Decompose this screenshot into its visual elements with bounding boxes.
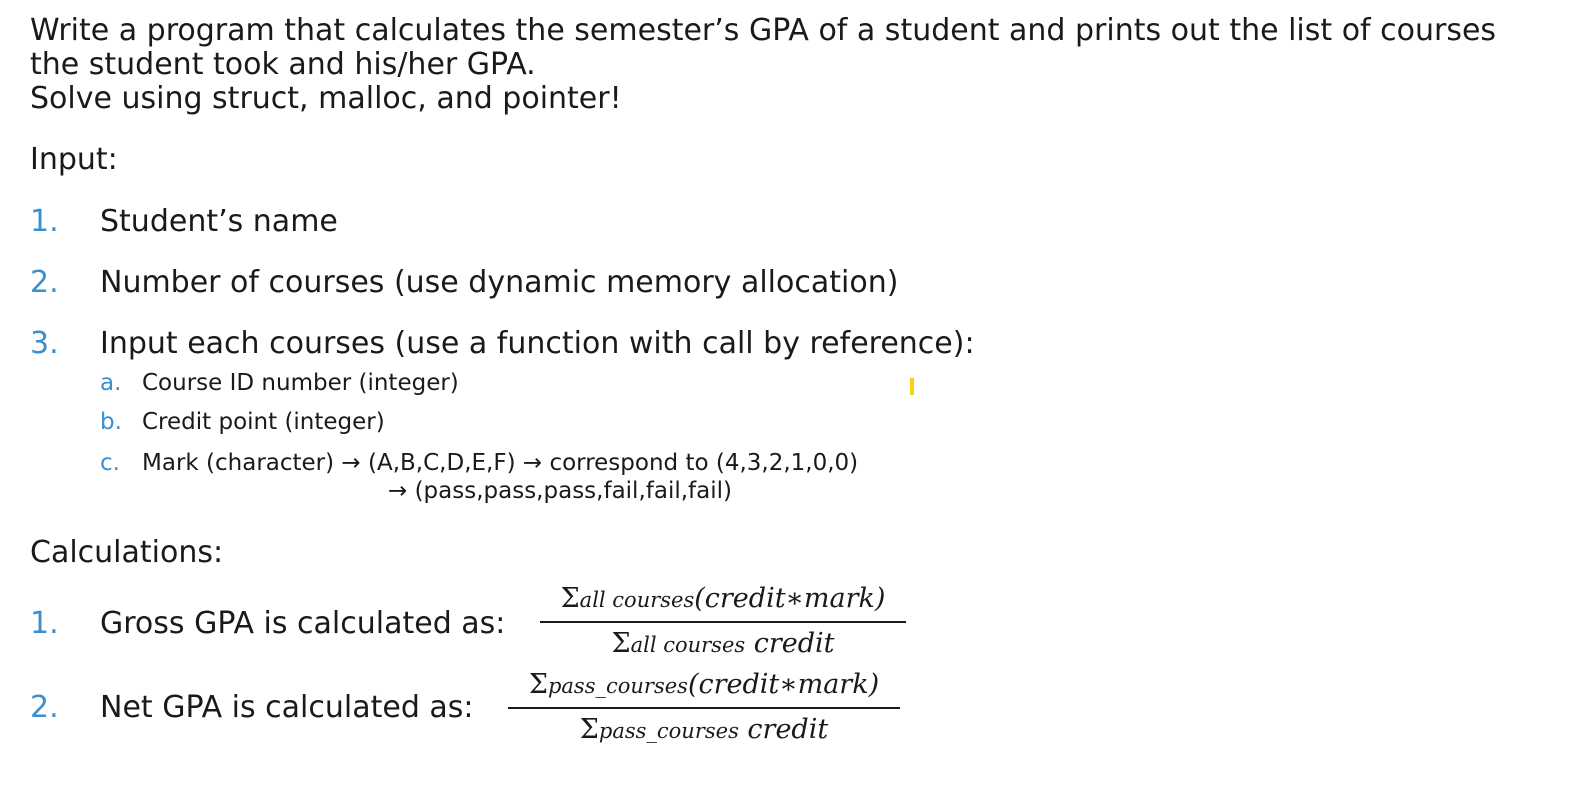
sigma-symbol: Σ <box>579 714 599 745</box>
net-gpa-formula <box>508 668 900 748</box>
intro-line-3: Solve using struct, malloc, and pointer! <box>30 81 622 116</box>
denominator-subscript: pass_courses <box>598 719 739 743</box>
intro-line-1: Write a program that calculates the semester’s GPA of a student and prints out the list of courses <box>30 13 1497 48</box>
text-cursor-marker <box>910 378 914 395</box>
sigma-symbol: Σ <box>560 583 580 614</box>
input-item-3-number: 3. <box>30 326 59 361</box>
denominator-expression: credit <box>745 628 835 659</box>
sigma-symbol: Σ <box>528 669 548 700</box>
numerator-expression: (credit∗mark) <box>694 583 886 614</box>
input-item-2-text: Number of courses (use dynamic memory allocation) <box>100 265 899 300</box>
numerator-subscript: pass_courses <box>547 674 688 698</box>
calculations-heading: Calculations: <box>30 535 224 570</box>
sub-item-b-letter: b. <box>100 409 122 435</box>
problem-statement <box>30 14 1496 116</box>
sigma-symbol: Σ <box>611 628 631 659</box>
gross-gpa-formula <box>540 582 906 662</box>
sub-item-a-letter: a. <box>100 370 122 396</box>
numerator-subscript: all courses <box>579 588 695 612</box>
calc-item-2-number: 2. <box>30 690 59 725</box>
sub-item-c-letter: c. <box>100 450 120 476</box>
input-heading: Input: <box>30 142 118 177</box>
calc-item-1-number: 1. <box>30 606 59 641</box>
sub-item-b-text: Credit point (integer) <box>142 409 385 435</box>
input-item-2-number: 2. <box>30 265 59 300</box>
gross-gpa-denominator <box>540 627 906 662</box>
input-item-1-text: Student’s name <box>100 204 338 239</box>
fraction-bar <box>508 707 900 709</box>
input-item-3-text: Input each courses (use a function with call by reference): <box>100 326 975 361</box>
fraction-bar <box>540 621 906 623</box>
calc-item-2-text: Net GPA is calculated as: <box>100 690 474 725</box>
net-gpa-numerator <box>508 668 900 703</box>
calc-item-1-text: Gross GPA is calculated as: <box>100 606 506 641</box>
sub-item-a-text: Course ID number (integer) <box>142 370 459 396</box>
sub-item-c-text: Mark (character) → (A,B,C,D,E,F) → correspond to (4,3,2,1,0,0) <box>142 450 859 476</box>
sub-item-c-continuation: → (pass,pass,pass,fail,fail,fail) <box>388 478 732 504</box>
numerator-expression: (credit∗mark) <box>687 669 880 700</box>
net-gpa-denominator <box>508 713 900 748</box>
intro-line-2: the student took and his/her GPA. <box>30 47 536 82</box>
gross-gpa-numerator <box>540 582 906 617</box>
input-item-1-number: 1. <box>30 204 59 239</box>
denominator-expression: credit <box>738 714 829 745</box>
denominator-subscript: all courses <box>630 633 746 657</box>
